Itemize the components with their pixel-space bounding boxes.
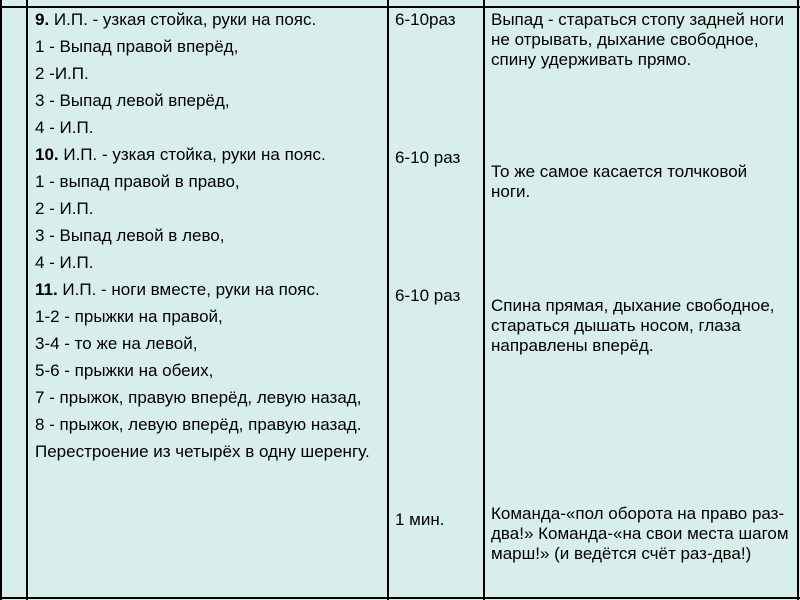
table-border-right [797,0,799,600]
exercise-line: 4 - И.П. [35,253,94,272]
exercise-line: 5-6 - прыжки на обеих, [35,361,214,380]
exercise-column [35,10,387,469]
note-cell: Спина прямая, дыхание свободное, стараться дышать носом, глаза направлены вперёд. [491,296,775,355]
exercise-text: И.П. - узкая стойка, руки на пояс. [49,10,317,29]
exercise-number: 9. [35,10,50,29]
dosage-cell: 6-10раз [395,10,456,29]
exercise-text: И.П. - ноги вместе, руки на пояс. [57,280,320,299]
table-border-bottom [0,597,800,599]
exercise-line: Перестроение из четырёх в одну шеренгу. [35,442,370,461]
table-divider-2 [387,0,389,600]
exercise-line [35,10,387,30]
exercise-line: 1 - Выпад правой вперёд, [35,37,239,56]
dosage-column [395,10,480,570]
exercise-line: 4 - И.П. [35,118,94,137]
exercise-line [35,280,387,300]
note-cell: Выпад - стараться стопу задней ноги не отрывать, дыхание свободное, спину удерживать прямо. [491,10,785,69]
note-cell: Команда-«пол оборота на право раз-два!» Команда-«на свои места шагом марш!» (и ведётся счёт раз-два!) [491,504,789,563]
exercise-line: 3 - Выпад левой вперёд, [35,91,230,110]
exercise-line: 7 - прыжок, правую вперёд, левую назад, [35,388,362,407]
dosage-cell: 6-10 раз [395,148,461,167]
exercise-number: 11. [35,280,58,299]
table-border-left [0,0,2,600]
exercise-line: 3-4 - то же на левой, [35,334,198,353]
dosage-cell: 1 мин. [395,510,445,529]
exercise-line: 2 - И.П. [35,199,94,218]
note-cell: То же самое касается толчковой ноги. [491,162,748,201]
table-divider-1 [26,0,28,600]
exercise-line: 1 - выпад правой в право, [35,172,240,191]
dosage-cell: 6-10 раз [395,286,461,305]
exercise-line: 3 - Выпад левой в лево, [35,226,225,245]
exercise-number: 10. [35,145,59,164]
exercise-line: 8 - прыжок, левую вперёд, правую назад. [35,415,362,434]
table-divider-3 [483,0,485,600]
exercise-line [35,145,387,165]
notes-column [491,10,791,590]
exercise-line: 2 -И.П. [35,64,89,83]
exercise-text: И.П. - узкая стойка, руки на пояс. [58,145,326,164]
exercise-line: 1-2 - прыжки на правой, [35,307,223,326]
table-border-top [0,6,800,8]
